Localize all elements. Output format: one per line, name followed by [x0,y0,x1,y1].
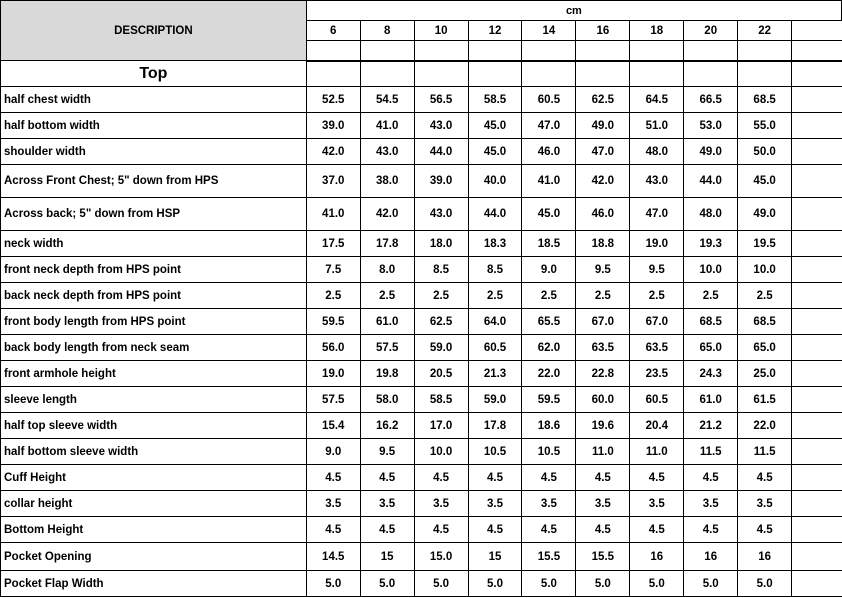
blank-header-cell [684,41,738,61]
value-cell: 4.5 [630,517,684,543]
value-cell: 68.5 [738,309,792,335]
value-cell: 18.6 [522,413,576,439]
value-cell: 9.5 [360,439,414,465]
blank-header-cell [576,41,630,61]
value-cell: 47.0 [630,198,684,231]
value-cell: 15 [468,543,522,571]
value-cell: 49.0 [738,198,792,231]
blank-header-cell [522,41,576,61]
value-cell: 65.5 [522,309,576,335]
value-cell: 15.5 [576,543,630,571]
value-cell: 60.0 [576,387,630,413]
value-cell: 61.0 [360,309,414,335]
value-cell: 5.0 [360,571,414,597]
value-cell: 49.0 [684,139,738,165]
value-cell: 19.0 [630,231,684,257]
value-cell: 56.0 [306,335,360,361]
value-cell: 60.5 [468,335,522,361]
value-cell: 5.0 [522,571,576,597]
size-header-cell: 20 [684,21,738,41]
edge-cell [792,198,842,231]
value-cell: 9.0 [522,257,576,283]
table-row [1,309,842,335]
table-row [1,165,842,198]
section-blank-cell [738,61,792,87]
row-label: Cuff Height [1,465,307,491]
value-cell: 19.3 [684,231,738,257]
value-cell: 61.0 [684,387,738,413]
unit-header: cm [306,1,841,21]
header-row-unit [1,1,842,21]
value-cell: 14.5 [306,543,360,571]
row-label: shoulder width [1,139,307,165]
value-cell: 3.5 [360,491,414,517]
size-header-cell: 14 [522,21,576,41]
edge-cell [792,231,842,257]
value-cell: 24.3 [684,361,738,387]
value-cell: 44.0 [684,165,738,198]
value-cell: 2.5 [414,283,468,309]
section-blank-cell [468,61,522,87]
table-row [1,517,842,543]
value-cell: 15.0 [414,543,468,571]
value-cell: 4.5 [684,517,738,543]
value-cell: 11.5 [684,439,738,465]
value-cell: 2.5 [630,283,684,309]
value-cell: 17.8 [468,413,522,439]
value-cell: 38.0 [360,165,414,198]
blank-header-cell [468,41,522,61]
value-cell: 53.0 [684,113,738,139]
value-cell: 16 [684,543,738,571]
edge-cell [792,41,842,61]
value-cell: 4.5 [414,517,468,543]
value-cell: 59.0 [468,387,522,413]
value-cell: 37.0 [306,165,360,198]
row-label: Pocket Flap Width [1,571,307,597]
size-header-cell: 6 [306,21,360,41]
value-cell: 4.5 [360,517,414,543]
value-cell: 45.0 [522,198,576,231]
value-cell: 3.5 [306,491,360,517]
row-label: half bottom width [1,113,307,139]
value-cell: 47.0 [576,139,630,165]
value-cell: 2.5 [522,283,576,309]
value-cell: 10.0 [414,439,468,465]
edge-cell [792,491,842,517]
edge-cell [792,361,842,387]
value-cell: 9.0 [306,439,360,465]
value-cell: 61.5 [738,387,792,413]
value-cell: 42.0 [360,198,414,231]
value-cell: 39.0 [306,113,360,139]
value-cell: 46.0 [576,198,630,231]
edge-cell [792,335,842,361]
value-cell: 42.0 [576,165,630,198]
value-cell: 66.5 [684,87,738,113]
value-cell: 4.5 [738,517,792,543]
row-label: back body length from neck seam [1,335,307,361]
value-cell: 43.0 [360,139,414,165]
row-label: Across back; 5" down from HSP [1,198,307,231]
value-cell: 8.5 [468,257,522,283]
section-blank-cell [684,61,738,87]
edge-cell [792,257,842,283]
table-row [1,335,842,361]
value-cell: 15.5 [522,543,576,571]
section-blank-cell [576,61,630,87]
value-cell: 4.5 [738,465,792,491]
table-row [1,113,842,139]
value-cell: 39.0 [414,165,468,198]
value-cell: 5.0 [414,571,468,597]
row-label: front neck depth from HPS point [1,257,307,283]
size-header-cell: 8 [360,21,414,41]
value-cell: 48.0 [684,198,738,231]
value-cell: 18.0 [414,231,468,257]
value-cell: 18.5 [522,231,576,257]
value-cell: 22.0 [738,413,792,439]
value-cell: 18.8 [576,231,630,257]
value-cell: 59.0 [414,335,468,361]
row-label: half bottom sleeve width [1,439,307,465]
value-cell: 2.5 [306,283,360,309]
row-label: Bottom Height [1,517,307,543]
table-row [1,231,842,257]
value-cell: 2.5 [576,283,630,309]
edge-cell [792,139,842,165]
value-cell: 41.0 [522,165,576,198]
value-cell: 15.4 [306,413,360,439]
value-cell: 23.5 [630,361,684,387]
value-cell: 20.4 [630,413,684,439]
value-cell: 60.5 [522,87,576,113]
value-cell: 10.5 [522,439,576,465]
table-row [1,387,842,413]
value-cell: 16 [738,543,792,571]
row-label: front armhole height [1,361,307,387]
value-cell: 4.5 [684,465,738,491]
value-cell: 40.0 [468,165,522,198]
value-cell: 10.0 [738,257,792,283]
value-cell: 51.0 [630,113,684,139]
value-cell: 21.2 [684,413,738,439]
row-label: front body length from HPS point [1,309,307,335]
row-label: back neck depth from HPS point [1,283,307,309]
table-body [1,1,842,597]
value-cell: 49.0 [576,113,630,139]
value-cell: 3.5 [576,491,630,517]
value-cell: 5.0 [684,571,738,597]
row-label: Across Front Chest; 5" down from HPS [1,165,307,198]
section-row [1,61,842,87]
row-label: half top sleeve width [1,413,307,439]
value-cell: 47.0 [522,113,576,139]
value-cell: 4.5 [522,517,576,543]
value-cell: 58.0 [360,387,414,413]
edge-cell [792,21,842,41]
value-cell: 10.0 [684,257,738,283]
value-cell: 3.5 [630,491,684,517]
value-cell: 45.0 [738,165,792,198]
value-cell: 5.0 [576,571,630,597]
value-cell: 56.5 [414,87,468,113]
size-header-cell: 22 [738,21,792,41]
blank-header-cell [360,41,414,61]
value-cell: 44.0 [468,198,522,231]
value-cell: 64.0 [468,309,522,335]
value-cell: 17.0 [414,413,468,439]
edge-cell [792,113,842,139]
edge-cell [792,413,842,439]
section-blank-cell [522,61,576,87]
value-cell: 59.5 [522,387,576,413]
value-cell: 2.5 [738,283,792,309]
section-blank-cell [306,61,360,87]
value-cell: 4.5 [306,465,360,491]
value-cell: 19.5 [738,231,792,257]
table-row [1,257,842,283]
value-cell: 63.5 [630,335,684,361]
value-cell: 4.5 [576,465,630,491]
value-cell: 11.0 [576,439,630,465]
value-cell: 25.0 [738,361,792,387]
value-cell: 19.6 [576,413,630,439]
value-cell: 58.5 [414,387,468,413]
value-cell: 50.0 [738,139,792,165]
table-row [1,571,842,597]
value-cell: 41.0 [360,113,414,139]
blank-header-cell [306,41,360,61]
description-header: DESCRIPTION [1,1,307,61]
edge-cell [792,387,842,413]
value-cell: 65.0 [684,335,738,361]
row-label: Pocket Opening [1,543,307,571]
edge-cell [792,439,842,465]
value-cell: 64.5 [630,87,684,113]
value-cell: 67.0 [630,309,684,335]
value-cell: 2.5 [360,283,414,309]
value-cell: 22.8 [576,361,630,387]
edge-cell [792,283,842,309]
value-cell: 16.2 [360,413,414,439]
edge-cell [792,61,842,87]
table-row [1,198,842,231]
edge-cell [792,517,842,543]
value-cell: 15 [360,543,414,571]
value-cell: 45.0 [468,113,522,139]
value-cell: 17.5 [306,231,360,257]
value-cell: 7.5 [306,257,360,283]
value-cell: 20.5 [414,361,468,387]
row-label: sleeve length [1,387,307,413]
value-cell: 4.5 [468,465,522,491]
row-label: half chest width [1,87,307,113]
value-cell: 5.0 [630,571,684,597]
value-cell: 62.5 [414,309,468,335]
value-cell: 11.0 [630,439,684,465]
table-row [1,361,842,387]
edge-cell [792,165,842,198]
value-cell: 17.8 [360,231,414,257]
value-cell: 52.5 [306,87,360,113]
value-cell: 3.5 [738,491,792,517]
value-cell: 22.0 [522,361,576,387]
blank-header-cell [630,41,684,61]
value-cell: 10.5 [468,439,522,465]
value-cell: 68.5 [738,87,792,113]
value-cell: 21.3 [468,361,522,387]
value-cell: 63.5 [576,335,630,361]
value-cell: 19.8 [360,361,414,387]
edge-cell [792,87,842,113]
value-cell: 44.0 [414,139,468,165]
value-cell: 57.5 [306,387,360,413]
table-row [1,543,842,571]
value-cell: 4.5 [306,517,360,543]
value-cell: 41.0 [306,198,360,231]
value-cell: 43.0 [414,198,468,231]
table-row [1,491,842,517]
table-row [1,439,842,465]
table-row [1,465,842,491]
edge-cell [792,309,842,335]
value-cell: 9.5 [576,257,630,283]
section-blank-cell [414,61,468,87]
value-cell: 43.0 [630,165,684,198]
value-cell: 5.0 [468,571,522,597]
value-cell: 2.5 [684,283,738,309]
value-cell: 3.5 [522,491,576,517]
value-cell: 62.5 [576,87,630,113]
value-cell: 5.0 [306,571,360,597]
value-cell: 4.5 [468,517,522,543]
value-cell: 19.0 [306,361,360,387]
size-header-cell: 12 [468,21,522,41]
value-cell: 58.5 [468,87,522,113]
row-label: neck width [1,231,307,257]
table-row [1,87,842,113]
value-cell: 2.5 [468,283,522,309]
size-header-cell: 16 [576,21,630,41]
value-cell: 54.5 [360,87,414,113]
blank-header-cell [738,41,792,61]
row-label: collar height [1,491,307,517]
table-row [1,283,842,309]
value-cell: 42.0 [306,139,360,165]
section-blank-cell [360,61,414,87]
value-cell: 45.0 [468,139,522,165]
value-cell: 55.0 [738,113,792,139]
value-cell: 43.0 [414,113,468,139]
size-header-cell: 10 [414,21,468,41]
edge-cell [792,465,842,491]
blank-header-cell [414,41,468,61]
value-cell: 3.5 [414,491,468,517]
value-cell: 4.5 [576,517,630,543]
value-cell: 8.5 [414,257,468,283]
value-cell: 3.5 [684,491,738,517]
value-cell: 5.0 [738,571,792,597]
table-row [1,413,842,439]
value-cell: 59.5 [306,309,360,335]
table-row [1,139,842,165]
size-header-cell: 18 [630,21,684,41]
value-cell: 46.0 [522,139,576,165]
value-cell: 4.5 [522,465,576,491]
section-blank-cell [630,61,684,87]
value-cell: 11.5 [738,439,792,465]
edge-cell [792,543,842,571]
value-cell: 3.5 [468,491,522,517]
value-cell: 4.5 [414,465,468,491]
edge-cell [792,571,842,597]
value-cell: 9.5 [630,257,684,283]
value-cell: 67.0 [576,309,630,335]
value-cell: 57.5 [360,335,414,361]
value-cell: 4.5 [630,465,684,491]
value-cell: 62.0 [522,335,576,361]
value-cell: 60.5 [630,387,684,413]
section-title: Top [1,61,307,87]
value-cell: 18.3 [468,231,522,257]
value-cell: 4.5 [360,465,414,491]
value-cell: 68.5 [684,309,738,335]
value-cell: 8.0 [360,257,414,283]
value-cell: 48.0 [630,139,684,165]
value-cell: 16 [630,543,684,571]
value-cell: 65.0 [738,335,792,361]
